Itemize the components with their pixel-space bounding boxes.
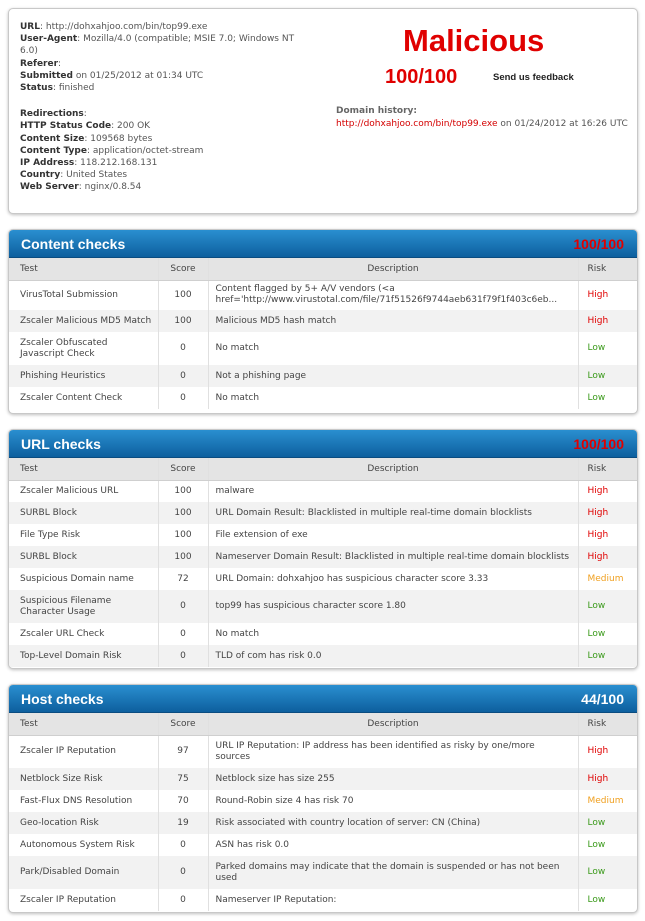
send-feedback-link[interactable]: Send us feedback [493, 72, 574, 83]
risk-cell: High [578, 480, 638, 502]
score-cell: 100 [158, 280, 208, 310]
test-name-cell: SURBL Block [9, 546, 158, 568]
test-name-cell: Top-Level Domain Risk [9, 645, 158, 667]
description-cell: Risk associated with country location of server: CN (China) [208, 812, 578, 834]
content-size-row: Content Size: 109568 bytes [20, 133, 153, 144]
risk-cell: Low [578, 332, 638, 365]
description-cell: No match [208, 387, 578, 409]
test-name-cell: Phishing Heuristics [9, 365, 158, 387]
risk-cell: High [578, 524, 638, 546]
test-name-cell: Zscaler Malicious URL [20, 485, 119, 496]
column-header-risk: Risk [578, 258, 638, 280]
score-cell: 0 [158, 889, 208, 911]
test-name-cell: Geo-location Risk [9, 812, 158, 834]
summary-details [20, 21, 310, 194]
score-cell: 100 [158, 480, 208, 502]
column-header-score: Score [158, 713, 208, 735]
description-cell: No match [208, 623, 578, 645]
test-name-cell: SURBL Block [9, 502, 158, 524]
submitted-row [20, 70, 310, 82]
domain-history-date: on 01/24/2012 at 16:26 UTC [500, 118, 628, 129]
test-name-cell: Zscaler IP Reputation [20, 746, 116, 757]
table-row [9, 735, 638, 768]
column-header-description: Description [208, 458, 578, 480]
url-checks-panel [8, 429, 638, 669]
risk-cell: High [578, 546, 638, 568]
user-agent-label: User-Agent [20, 34, 78, 45]
url-row: URL: http://dohxahjoo.com/bin/top99.exe [20, 22, 208, 32]
description-cell: Netblock size has size 255 [208, 768, 578, 790]
status-row: Status: finished [20, 83, 95, 94]
table-row [9, 310, 638, 332]
redirections-row: Redirections: [20, 109, 87, 120]
test-name-cell: Park/Disabled Domain [9, 856, 158, 889]
column-header-risk: Risk [578, 713, 638, 735]
host-checks-table [9, 713, 638, 911]
content-size-label: Content Size [20, 133, 85, 144]
url-value: http://dohxahjoo.com/bin/top99.exe [45, 22, 208, 32]
http-status-label: HTTP Status Code [20, 121, 112, 132]
table-row [9, 480, 638, 502]
test-name-cell: VirusTotal Submission [20, 289, 118, 300]
column-header-score: Score [158, 258, 208, 280]
host-checks-score: 44/100 [581, 691, 624, 707]
description-cell: File extension of exe [208, 524, 578, 546]
table-row [9, 387, 638, 409]
http-status-row: HTTP Status Code: 200 OK [20, 121, 151, 132]
risk-cell: High [578, 280, 638, 310]
table-row [9, 568, 638, 590]
test-name-cell: Zscaler IP Reputation [20, 894, 116, 905]
table-row [9, 623, 638, 645]
score-cell: 100 [158, 546, 208, 568]
host-checks-header [9, 685, 637, 713]
column-header-description: Description [208, 713, 578, 735]
description-cell: TLD of com has risk 0.0 [208, 645, 578, 667]
risk-cell: Low [578, 889, 638, 911]
url-label: URL [20, 22, 40, 32]
column-header-test: Test [9, 458, 158, 480]
ip-value: 118.212.168.131 [80, 158, 158, 169]
country-value: United States [66, 170, 128, 181]
risk-cell: Low [578, 645, 638, 667]
risk-cell: Low [578, 590, 638, 623]
url-checks-score: 100/100 [573, 436, 624, 452]
column-header-description: Description [208, 258, 578, 280]
submitted-label: Submitted [20, 70, 73, 81]
url-checks-table [9, 458, 638, 667]
content-checks-panel [8, 229, 638, 414]
user-agent-row: User-Agent: Mozilla/4.0 (compatible; MSIE 7.0; Windows NT 6.0) [20, 34, 295, 57]
description-cell: Round-Robin size 4 has risk 70 [208, 790, 578, 812]
table-row [9, 280, 638, 310]
test-name-cell: Autonomous System Risk [20, 839, 135, 850]
web-server-label: Web Server [20, 182, 79, 193]
table-row [9, 365, 638, 387]
referer-row: Referer: [20, 58, 62, 69]
score-cell: 100 [158, 310, 208, 332]
test-name-cell: Zscaler Obfuscated Javascript Check [20, 337, 108, 359]
description-cell: top99 has suspicious character score 1.80 [208, 590, 578, 623]
test-name-cell: Zscaler Content Check [20, 392, 123, 403]
score-cell: 0 [158, 856, 208, 889]
user-agent-value: Mozilla/4.0 (compatible; MSIE 7.0; Windows NT 6.0) [20, 34, 295, 57]
ip-label: IP Address [20, 158, 75, 169]
score-cell: 100 [158, 502, 208, 524]
table-row [9, 856, 638, 889]
description-cell: Nameserver Domain Result: Blacklisted in multiple real-time domain blocklists [208, 546, 578, 568]
table-row [9, 768, 638, 790]
table-row [9, 889, 638, 911]
table-row [9, 834, 638, 856]
content-checks-score: 100/100 [573, 236, 624, 252]
url-checks-header [9, 430, 637, 458]
verdict-label: Malicious [403, 23, 545, 58]
description-line: href='http://www.virustotal.com/file/71f51526f9744aeb631f79f1f403c6eb... [215, 295, 558, 306]
risk-cell: High [578, 735, 638, 768]
country-row: Country: United States [20, 170, 128, 181]
risk-cell: High [578, 310, 638, 332]
description-cell: Not a phishing page [208, 365, 578, 387]
http-status-value: 200 OK [117, 121, 151, 132]
score-cell: 0 [158, 590, 208, 623]
score-cell: 75 [158, 768, 208, 790]
test-name-cell: File Type Risk [20, 529, 81, 540]
domain-history-label: Domain history [336, 106, 414, 116]
redirections-label: Redirections [20, 109, 84, 120]
column-header-risk: Risk [578, 458, 638, 480]
country-label: Country [20, 170, 61, 181]
risk-cell: Low [578, 623, 638, 645]
risk-cell: Low [578, 856, 638, 889]
host-checks-panel [8, 684, 638, 913]
description-cell: ASN has risk 0.0 [208, 834, 578, 856]
column-header-score: Score [158, 458, 208, 480]
status-value: finished [58, 83, 95, 94]
score-cell: 0 [158, 365, 208, 387]
score-cell: 0 [158, 332, 208, 365]
risk-cell: Medium [578, 568, 638, 590]
risk-cell: High [578, 768, 638, 790]
test-name-cell: Zscaler URL Check [20, 628, 105, 639]
score-cell: 70 [158, 790, 208, 812]
ip-row: IP Address: 118.212.168.131 [20, 158, 158, 169]
table-row [9, 590, 638, 623]
score-cell: 97 [158, 735, 208, 768]
score-cell: 0 [158, 623, 208, 645]
content-type-value: application/octet-stream [92, 145, 204, 156]
table-row [9, 332, 638, 365]
table-row [9, 546, 638, 568]
column-header-test: Test [9, 258, 158, 280]
description-cell: malware [208, 480, 578, 502]
overall-score: 100/100 [385, 66, 458, 88]
table-row [9, 812, 638, 834]
status-label: Status [20, 83, 53, 94]
score-cell: 19 [158, 812, 208, 834]
test-name-cell: Fast-Flux DNS Resolution [20, 795, 133, 806]
content-checks-title: Content checks [21, 236, 126, 252]
test-name-cell: Suspicious Domain name [20, 573, 134, 584]
table-row [9, 524, 638, 546]
score-cell: 0 [158, 387, 208, 409]
content-type-row: Content Type: application/octet-stream [20, 145, 204, 156]
description-line: Content flagged by 5+ A/V vendors (<a [215, 284, 395, 295]
table-row [9, 645, 638, 667]
url-checks-title: URL checks [21, 436, 101, 452]
referer-label: Referer [20, 58, 59, 69]
score-cell: 0 [158, 645, 208, 667]
description-cell: URL IP Reputation: IP address has been identified as risky by one/more sources [208, 735, 578, 768]
content-checks-header [9, 230, 637, 258]
table-row [9, 502, 638, 524]
description-cell: Parked domains may indicate that the domain is suspended or has not been used [208, 856, 578, 889]
risk-cell: Low [578, 834, 638, 856]
score-cell: 72 [158, 568, 208, 590]
description-cell: URL Domain Result: Blacklisted in multiple real-time domain blocklists [208, 502, 578, 524]
submitted-value: on 01/25/2012 at 01:34 UTC [75, 70, 204, 81]
risk-cell: Low [578, 812, 638, 834]
test-name-cell: Zscaler Malicious MD5 Match [9, 310, 158, 332]
risk-cell: High [578, 502, 638, 524]
test-name-cell: Suspicious Filename Character Usage [9, 590, 158, 623]
web-server-row: Web Server: nginx/0.8.54 [20, 182, 142, 193]
host-checks-title: Host checks [21, 691, 104, 707]
description-cell: Nameserver IP Reputation: [208, 889, 578, 911]
domain-history-link[interactable]: http://dohxahjoo.com/bin/top99.exe [336, 118, 498, 129]
table-row [9, 790, 638, 812]
description-cell: URL Domain: dohxahjoo has suspicious character score 3.33 [208, 568, 578, 590]
score-cell: 100 [158, 524, 208, 546]
risk-cell: Medium [578, 790, 638, 812]
content-checks-table [9, 258, 638, 409]
domain-history: Domain history: http://dohxahjoo.com/bin/top99.exe on 01/24/2012 at 16:26 UTC [336, 106, 628, 129]
summary-panel [8, 8, 638, 214]
risk-cell: Low [578, 365, 638, 387]
score-cell: 0 [158, 834, 208, 856]
description-cell: No match [208, 332, 578, 365]
content-size-value: 109568 bytes [90, 133, 153, 144]
content-type-label: Content Type [20, 145, 87, 156]
column-header-test: Test [9, 713, 158, 735]
description-cell [208, 280, 578, 310]
description-cell: Malicious MD5 hash match [208, 310, 578, 332]
test-name-cell: Netblock Size Risk [9, 768, 158, 790]
web-server-value: nginx/0.8.54 [84, 182, 142, 193]
risk-cell: Low [578, 387, 638, 409]
